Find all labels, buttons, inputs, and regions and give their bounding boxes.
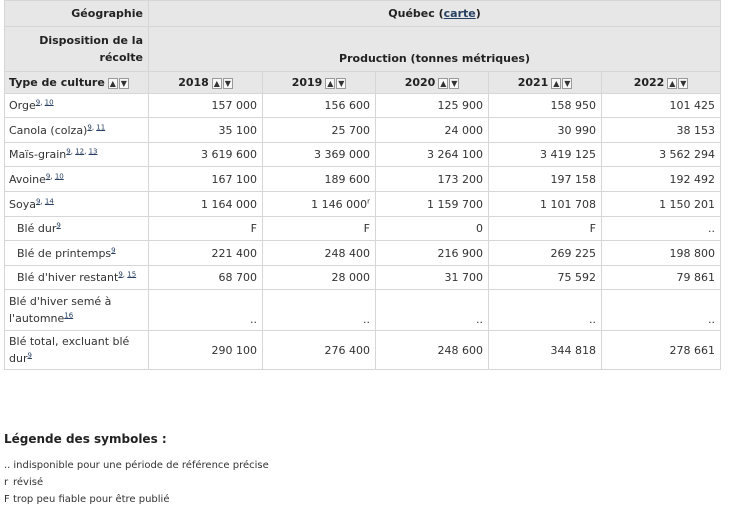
value-text: 75 592 — [557, 271, 596, 284]
crop-type-cell — [5, 241, 149, 266]
value-cell — [263, 143, 376, 167]
value-text: .. — [589, 313, 596, 326]
footnote-link[interactable]: 9 — [118, 270, 123, 279]
value-cell — [263, 331, 376, 370]
value-cell — [489, 167, 602, 192]
table-row — [5, 94, 721, 118]
value-text: 248 600 — [437, 343, 483, 357]
value-text: 269 225 — [550, 246, 596, 260]
value-cell — [376, 118, 489, 143]
footnote-link[interactable]: 12 — [75, 147, 85, 156]
value-cell — [602, 241, 721, 266]
value-cell — [602, 143, 721, 167]
value-text: 158 950 — [550, 99, 596, 112]
value-cell — [602, 118, 721, 143]
value-cell — [149, 266, 263, 290]
year-2019-sort-buttons — [324, 76, 346, 89]
value-text: 216 900 — [437, 246, 483, 260]
legend-symbol: .. — [4, 460, 11, 471]
table-body — [5, 94, 721, 370]
crop-type-cell — [5, 118, 149, 143]
value-text: 167 100 — [211, 172, 257, 186]
revised-flag: r — [367, 196, 370, 205]
value-text: 1 101 708 — [540, 197, 596, 211]
value-text: .. — [708, 313, 716, 326]
value-cell — [376, 94, 489, 118]
footnote-refs — [64, 311, 73, 319]
footnote-link[interactable]: 9 — [111, 245, 116, 254]
value-text: 221 400 — [211, 246, 257, 260]
value-cell — [489, 241, 602, 266]
arrow-down-icon[interactable]: ▼ — [451, 78, 458, 88]
legend-item — [4, 474, 269, 491]
value-cell — [489, 118, 602, 143]
table-row — [5, 290, 721, 331]
table-row — [5, 118, 721, 143]
crop-type-label: Orge — [9, 99, 36, 112]
type-sort-buttons — [107, 76, 129, 89]
crop-type-label: Blé dur — [17, 222, 57, 235]
map-link[interactable]: carte — [443, 7, 476, 20]
value-text: 35 100 — [218, 123, 257, 137]
footnote-link[interactable]: 10 — [54, 171, 64, 180]
table-row — [5, 192, 721, 217]
value-text: F — [363, 222, 370, 235]
value-text: .. — [363, 313, 370, 326]
value-cell — [489, 266, 602, 290]
year-label: 2022 — [633, 75, 665, 89]
value-text: .. — [476, 313, 483, 326]
value-cell — [149, 192, 263, 217]
crop-type-label: Blé d'hiver semé à l'automne — [9, 295, 112, 325]
footnote-link[interactable]: 9 — [66, 147, 71, 156]
footnote-link[interactable]: 9 — [35, 98, 41, 107]
value-text: 24 000 — [444, 123, 483, 137]
footnote-link[interactable]: 9 — [27, 351, 32, 360]
value-text: 1 150 201 — [659, 197, 716, 211]
legend-symbol: r — [4, 477, 9, 488]
value-cell — [602, 290, 721, 331]
table-row — [5, 217, 721, 241]
year-label: 2018 — [178, 75, 209, 89]
crop-type-cell — [5, 143, 149, 167]
legend-items — [4, 457, 269, 508]
footnote-link[interactable]: 9 — [45, 171, 51, 180]
value-text: 79 861 — [676, 271, 716, 284]
value-text: 3 369 000 — [314, 148, 370, 161]
table-row — [5, 266, 721, 290]
value-text: 198 800 — [669, 246, 716, 260]
table-row — [5, 143, 721, 167]
value-text: 125 900 — [437, 99, 483, 112]
value-cell — [376, 192, 489, 217]
arrow-down-icon[interactable]: ▼ — [680, 78, 687, 88]
footnote-refs: 9, 15 — [118, 270, 137, 279]
value-text: 30 990 — [557, 123, 596, 137]
value-cell — [263, 167, 376, 192]
value-cell — [149, 94, 263, 118]
value-cell — [489, 290, 602, 331]
value-text: 3 562 294 — [659, 148, 716, 161]
arrow-up-icon[interactable]: ▲ — [213, 78, 220, 88]
crop-type-cell — [5, 290, 149, 331]
year-column-header-2019 — [263, 72, 376, 94]
value-text: 1 164 000 — [201, 197, 257, 211]
value-cell — [263, 266, 376, 290]
value-cell — [489, 217, 602, 241]
arrow-down-icon[interactable]: ▼ — [338, 78, 345, 88]
value-cell — [376, 290, 489, 331]
crop-type-label: Soya — [9, 197, 36, 211]
value-text: 3 619 600 — [201, 148, 257, 161]
value-cell — [602, 217, 721, 241]
value-text: 31 700 — [444, 271, 483, 284]
year-2018-sort-buttons — [211, 76, 233, 89]
arrow-down-icon[interactable]: ▼ — [120, 78, 127, 88]
value-cell — [376, 241, 489, 266]
footnote-link[interactable]: 9 — [87, 122, 92, 131]
value-text: 157 000 — [211, 99, 257, 112]
arrow-down-icon[interactable]: ▼ — [564, 78, 571, 88]
value-text: 3 419 125 — [540, 148, 596, 161]
value-text: 197 158 — [550, 172, 596, 186]
table-row — [5, 241, 721, 266]
legend-symbol: F — [4, 494, 10, 505]
arrow-up-icon[interactable]: ▲ — [553, 78, 560, 88]
value-cell — [263, 241, 376, 266]
value-text: F — [589, 222, 596, 235]
footnote-refs: 9, 10 — [35, 98, 54, 107]
value-cell — [149, 167, 263, 192]
footnote-link[interactable]: 9 — [35, 196, 41, 205]
value-cell — [376, 217, 489, 241]
year-column-header-2022 — [602, 72, 721, 94]
value-cell — [149, 290, 263, 331]
value-text: 173 200 — [437, 172, 483, 186]
footnote-link[interactable]: 15 — [127, 270, 137, 279]
production-table — [4, 0, 721, 370]
year-column-header-2021 — [489, 72, 602, 94]
arrow-up-icon[interactable]: ▲ — [440, 78, 447, 88]
crop-type-cell — [5, 331, 149, 370]
symbol-legend — [4, 432, 269, 508]
legend-text: révisé — [13, 477, 44, 488]
type-column-header — [5, 72, 149, 94]
value-text: 3 264 100 — [427, 148, 483, 161]
value-cell — [149, 143, 263, 167]
value-cell — [602, 192, 721, 217]
value-text: .. — [708, 222, 716, 235]
value-cell — [489, 192, 602, 217]
footnote-link[interactable]: 14 — [44, 196, 54, 205]
value-cell — [489, 94, 602, 118]
value-cell — [376, 167, 489, 192]
value-text: 1 159 700 — [427, 197, 483, 211]
crop-type-label: Blé de printemps — [17, 246, 112, 260]
disposition-row — [5, 27, 721, 72]
value-cell — [149, 331, 263, 370]
disposition-label: Disposition de la récolte — [5, 27, 149, 72]
value-cell — [376, 266, 489, 290]
value-text: 344 818 — [550, 343, 596, 357]
footnote-refs — [27, 351, 31, 359]
crop-type-label: Blé d'hiver restant — [17, 271, 119, 284]
legend-text: indisponible pour une période de référence précise — [13, 460, 269, 471]
legend-text: trop peu fiable pour être publié — [13, 494, 170, 505]
column-header-row — [5, 72, 721, 94]
year-2021-sort-buttons — [550, 76, 572, 89]
value-cell — [602, 266, 721, 290]
value-text: 278 661 — [669, 343, 716, 357]
value-text: 189 600 — [324, 172, 370, 186]
geography-value: Québec — [388, 7, 435, 20]
value-text: 101 425 — [669, 99, 716, 112]
year-label: 2020 — [404, 75, 436, 89]
crop-type-label: Canola (colza) — [9, 123, 88, 137]
value-cell — [263, 94, 376, 118]
value-cell — [602, 167, 721, 192]
crop-type-label: Blé total, excluant blé dur — [9, 335, 130, 365]
geography-label: Géographie — [5, 1, 149, 27]
crop-type-cell — [5, 94, 149, 118]
arrow-up-icon[interactable]: ▲ — [109, 78, 116, 88]
legend-title: Légende des symboles : — [4, 432, 167, 446]
value-cell — [149, 241, 263, 266]
value-cell — [602, 94, 721, 118]
crop-type-label: Maïs-grain — [9, 148, 67, 161]
arrow-down-icon[interactable]: ▼ — [224, 78, 231, 88]
crop-type-cell — [5, 167, 149, 192]
value-cell — [376, 143, 489, 167]
type-header-label: Type de culture — [9, 75, 105, 89]
geography-value-cell: Québec (carte) — [149, 1, 721, 27]
value-text: 25 700 — [331, 123, 370, 137]
arrow-up-icon[interactable]: ▲ — [669, 78, 676, 88]
year-label: 2019 — [291, 75, 323, 89]
value-cell — [602, 331, 721, 370]
value-text: 28 000 — [331, 271, 370, 284]
value-text: 248 400 — [324, 246, 370, 260]
value-cell — [489, 331, 602, 370]
footnote-link[interactable]: 13 — [88, 147, 98, 156]
production-label: Production (tonnes métriques) — [149, 27, 721, 72]
crop-type-cell — [5, 192, 149, 217]
value-cell — [263, 217, 376, 241]
table-row — [5, 167, 721, 192]
footnote-link[interactable]: 11 — [96, 122, 106, 131]
footnote-link[interactable]: 16 — [64, 311, 74, 320]
value-text: 192 492 — [669, 172, 716, 186]
footnote-refs: 9, 10 — [45, 171, 64, 180]
value-text: 156 600 — [324, 99, 370, 112]
footnote-link[interactable]: 10 — [44, 98, 54, 107]
footnote-refs: 9, 11 — [87, 122, 106, 131]
value-cell — [376, 331, 489, 370]
arrow-up-icon[interactable]: ▲ — [327, 78, 334, 88]
year-column-header-2020 — [376, 72, 489, 94]
value-text: 276 400 — [324, 343, 370, 357]
footnote-refs: 9, 12, 13 — [66, 147, 98, 156]
value-cell — [263, 118, 376, 143]
footnote-refs — [56, 221, 60, 229]
value-cell — [489, 143, 602, 167]
year-2022-sort-buttons — [666, 76, 688, 89]
legend-item — [4, 457, 269, 474]
value-text: 0 — [476, 222, 483, 235]
value-cell — [149, 217, 263, 241]
geography-row — [5, 1, 721, 27]
footnote-refs: 9, 14 — [35, 196, 54, 205]
value-text: F — [250, 222, 257, 235]
value-cell — [149, 118, 263, 143]
crop-type-label: Avoine — [9, 172, 46, 186]
value-cell — [263, 192, 376, 217]
value-cell — [263, 290, 376, 331]
table-row — [5, 331, 721, 370]
legend-item — [4, 491, 269, 508]
footnote-refs — [111, 246, 115, 254]
crop-type-cell — [5, 217, 149, 241]
year-column-header-2018 — [149, 72, 263, 94]
year-2020-sort-buttons — [437, 76, 459, 89]
year-label: 2021 — [517, 75, 549, 89]
value-text: 38 153 — [676, 123, 716, 137]
value-text: 1 146 000 — [311, 197, 368, 211]
value-text: 68 700 — [218, 271, 257, 284]
value-text: .. — [250, 313, 257, 326]
value-text: 290 100 — [211, 343, 257, 357]
footnote-link[interactable]: 9 — [56, 221, 61, 230]
crop-type-cell — [5, 266, 149, 290]
